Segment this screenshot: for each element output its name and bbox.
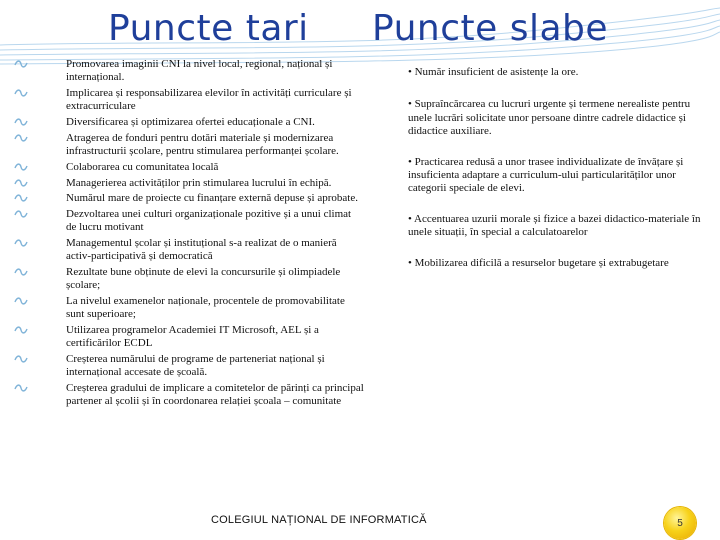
weakness-item: • Accentuarea uzurii morale și fizice a bazei didactico-materiale în unele situații, în special a calculatoarelor	[408, 212, 701, 239]
strength-text: Dezvoltarea unei culturi organizaționale pozitive și a unui climat de lucru motivant	[66, 208, 352, 234]
strength-item	[14, 208, 364, 234]
strength-item	[14, 58, 364, 84]
strength-item	[14, 192, 364, 205]
swirl-bullet-icon	[14, 59, 28, 69]
weaknesses-list	[408, 66, 708, 270]
swirl-bullet-icon	[14, 238, 28, 248]
swirl-bullet-icon	[14, 193, 28, 203]
strength-item	[14, 116, 364, 129]
page-number-badge	[664, 507, 696, 539]
strength-text: Rezultate bune obținute de elevi la concursurile și olimpiadele școlare;	[66, 266, 341, 292]
swirl-bullet-icon	[14, 133, 28, 143]
weakness-item: • Supraîncărcarea cu lucruri urgente și termene nerealiste pentru unele lucrări solicitate unor persoane dintre cadrele didactice și didactice auxiliare.	[408, 98, 691, 138]
strength-text: Utilizarea programelor Academiei IT Microsoft, AEL și a certificărilor ECDL	[66, 324, 319, 350]
strength-text: Implicarea și responsabilizarea elevilor în activități curriculare și extracurriculare	[66, 87, 352, 113]
strength-text: Managementul școlar și instituțional s-a realizat de o manieră activ-participativă și democratică	[66, 237, 337, 263]
swirl-bullet-icon	[14, 117, 28, 127]
strength-text: Diversificarea și optimizarea ofertei educaționale a CNI.	[66, 116, 315, 128]
strength-item	[14, 324, 364, 350]
strength-item	[14, 177, 364, 190]
strength-text: Promovarea imaginii CNI la nivel local, regional, național și internațional.	[66, 58, 333, 84]
strength-item	[14, 87, 364, 113]
strength-text: Creșterea numărului de programe de parteneriat național și internațional accesate de școală.	[66, 353, 325, 379]
strength-item	[14, 266, 364, 292]
page-number: 5	[677, 517, 683, 529]
strength-item	[14, 295, 364, 321]
swirl-bullet-icon	[14, 162, 28, 172]
swirl-bullet-icon	[14, 267, 28, 277]
strengths-list	[14, 58, 364, 411]
swirl-bullet-icon	[14, 209, 28, 219]
swirl-bullet-icon	[14, 354, 28, 364]
weakness-item: • Practicarea redusă a unor trasee individualizate de învățare și insuficienta adaptare a curriculum-ului particularităților unor categorii speciale de elevi.	[408, 155, 684, 195]
weaknesses-title: Puncte slabe	[372, 8, 609, 49]
strength-item	[14, 132, 364, 158]
strength-item	[14, 237, 364, 263]
swirl-bullet-icon	[14, 325, 28, 335]
strength-text: Creșterea gradului de implicare a comitetelor de părinți ca principal partener al școlii și în coordonarea relației școala – comunitate	[66, 382, 364, 408]
strength-text: Numărul mare de proiecte cu finanțare externă depuse și aprobate.	[66, 192, 358, 205]
strength-item	[14, 161, 364, 174]
strength-text: Managerierea activităților prin stimularea lucrului în echipă.	[66, 176, 332, 189]
footer-school-name: COLEGIUL NAȚIONAL DE INFORMATICĂ	[211, 514, 427, 526]
strength-text: Colaborarea cu comunitatea locală	[66, 160, 219, 173]
strengths-title: Puncte tari	[108, 8, 309, 49]
swirl-bullet-icon	[14, 383, 28, 393]
strength-item	[14, 353, 364, 379]
weakness-item: • Mobilizarea dificilă a resurselor bugetare și extrabugetare	[408, 256, 669, 269]
strength-text: Atragerea de fonduri pentru dotări materiale și modernizarea infrastructurii școlare, pentru stimularea performanței școlare.	[66, 131, 339, 157]
strength-item	[14, 382, 364, 408]
swirl-bullet-icon	[14, 88, 28, 98]
weakness-item: • Număr insuficient de asistențe la ore.	[408, 66, 579, 78]
strength-text: La nivelul examenelor naționale, procentele de promovabilitate sunt superioare;	[66, 295, 345, 321]
swirl-bullet-icon	[14, 296, 28, 306]
swirl-bullet-icon	[14, 178, 28, 188]
